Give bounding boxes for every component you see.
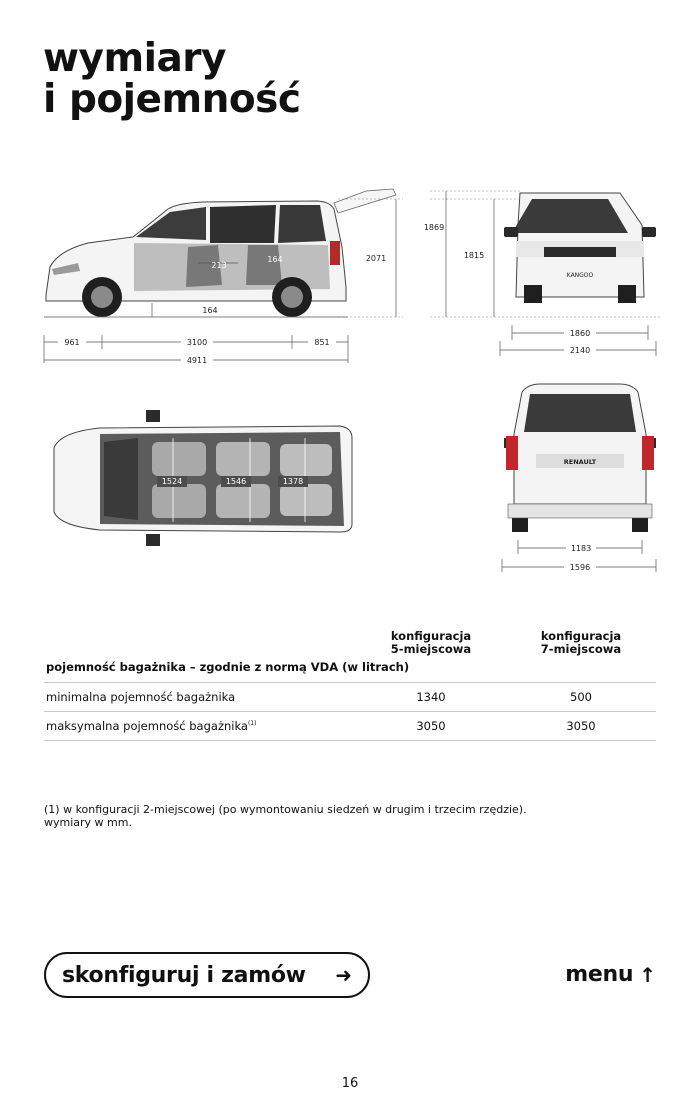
- table-row: [44, 683, 656, 712]
- column-header-5-line-2: 5-miejscowa: [390, 642, 472, 656]
- footnotes: [44, 803, 527, 829]
- arrow-right-icon: ➜: [335, 963, 352, 987]
- menu-label: menu: [565, 962, 634, 987]
- rear-badge: RENAULT: [563, 458, 597, 466]
- page-number: 16: [341, 1076, 359, 1091]
- front-view-diagram: [420, 185, 664, 357]
- dim-wheelbase: 3100: [186, 338, 208, 347]
- table-row: [44, 712, 656, 741]
- column-header-7-seats: [516, 630, 646, 656]
- dim-opening-width: 1183: [570, 544, 592, 553]
- front-view-car: [504, 193, 656, 303]
- dim-height: 1815: [463, 251, 485, 260]
- column-header-5-seats: [366, 630, 496, 656]
- dim-height-roof-rails: 1869: [423, 223, 445, 232]
- dim-width-row-1: 1524: [161, 477, 183, 486]
- arrow-up-icon: ↑: [639, 962, 656, 987]
- dim-front-overhang: 961: [64, 338, 80, 347]
- dim-body-width: 1860: [569, 329, 591, 338]
- dim-seat-row-2: 213: [211, 261, 227, 270]
- row-label: minimalna pojemność bagażnika: [46, 690, 236, 704]
- dim-seat-row-3: 164: [267, 255, 283, 264]
- footnote-1: (1) w konfiguracji 2-miejscowej (po wymontowaniu siedzeń w drugim i trzecim rzędzie).: [44, 803, 527, 816]
- rear-view-car: [504, 384, 656, 532]
- dim-rear-overhang: 851: [314, 338, 330, 347]
- front-badge: KANGOO: [566, 272, 594, 279]
- page-title-line-2: i pojemność: [43, 77, 301, 122]
- column-header-5-line-1: konfiguracja: [390, 629, 472, 643]
- dim-width-row-2: 1546: [225, 477, 247, 486]
- row-label: maksymalna pojemność bagażnika$^{(1)}$: [46, 719, 257, 733]
- column-header-7-line-1: konfiguracja: [540, 629, 622, 643]
- capacity-table-header: [44, 626, 656, 683]
- configure-and-order-button[interactable]: [44, 952, 370, 998]
- dim-width-mirrors: 2140: [569, 346, 591, 355]
- dim-ground-clearance: 164: [202, 306, 218, 315]
- dim-width-row-3: 1378: [282, 477, 304, 486]
- dim-length: 4911: [186, 356, 208, 365]
- side-view-diagram: [38, 185, 410, 367]
- row-value-7-seats: 3050: [566, 719, 596, 733]
- row-value-5-seats: 3050: [416, 719, 446, 733]
- dim-track-width: 1596: [569, 563, 591, 572]
- top-view-diagram: [40, 408, 358, 550]
- capacity-table: [44, 626, 656, 741]
- page-title: [43, 38, 301, 120]
- table-caption: pojemność bagażnika – zgodnie z normą VDA (w litrach): [46, 660, 410, 674]
- side-view-car: [46, 189, 396, 317]
- footnote-units: wymiary w mm.: [44, 816, 132, 829]
- menu-link[interactable]: [565, 962, 656, 987]
- rear-view-diagram: [496, 380, 664, 572]
- row-value-5-seats: 1340: [416, 690, 446, 704]
- page-title-line-1: wymiary: [43, 36, 226, 81]
- row-value-7-seats: 500: [570, 690, 592, 704]
- footnote-marker: (1): [247, 720, 257, 728]
- configure-and-order-label: skonfiguruj i zamów: [62, 962, 306, 988]
- column-header-7-line-2: 7-miejscowa: [540, 642, 622, 656]
- dim-overall-height: 2071: [365, 254, 387, 263]
